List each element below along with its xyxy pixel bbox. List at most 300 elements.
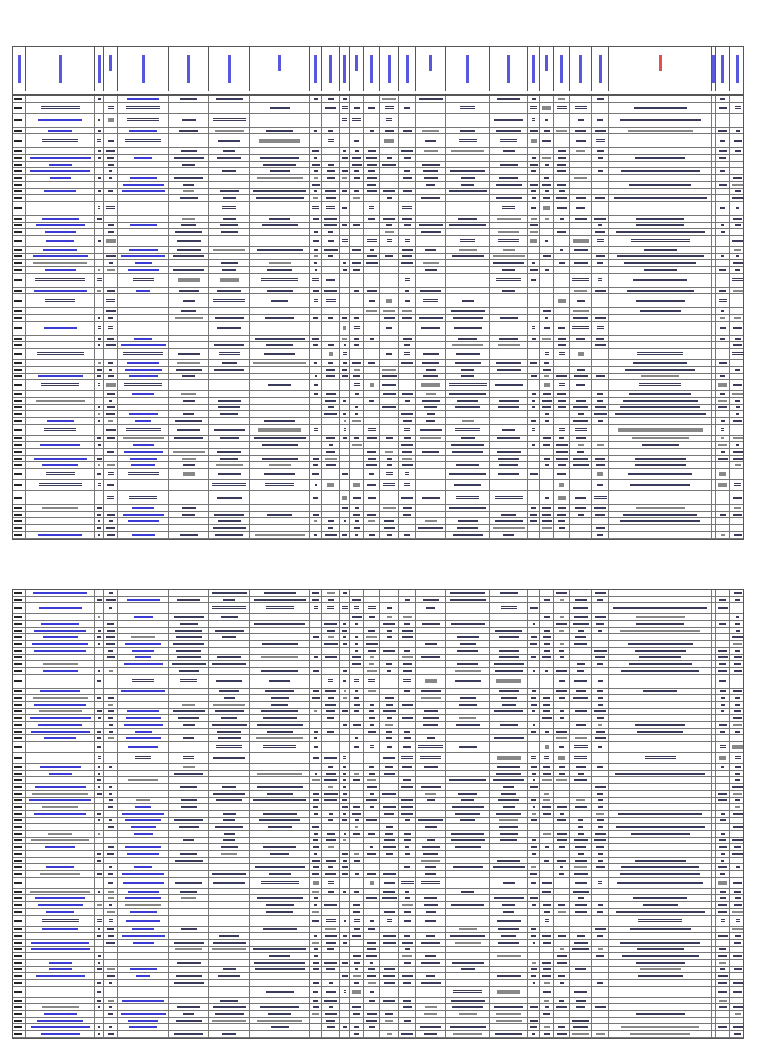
table-cell [168, 927, 209, 933]
table-cell [379, 229, 399, 235]
table-cell [539, 689, 554, 695]
table-cell [208, 771, 250, 777]
cell-text-mark [343, 813, 346, 815]
table-cell [608, 590, 712, 596]
table-row [13, 777, 743, 784]
table-cell [349, 590, 364, 596]
table-cell [591, 349, 609, 359]
cell-text-mark [181, 310, 196, 312]
cell-text-mark [253, 948, 306, 950]
cell-text-mark [498, 942, 519, 944]
cell-text-mark [558, 150, 566, 152]
cell-text-mark [352, 362, 361, 364]
table-cell [363, 689, 380, 695]
cell-text-mark [532, 338, 536, 340]
table-cell [13, 668, 25, 674]
cell-text-mark [422, 623, 440, 625]
cell-text-mark [269, 680, 290, 682]
table-cell [379, 96, 399, 102]
cell-text-mark [531, 207, 536, 209]
cell-text-mark [343, 766, 346, 768]
cell-text-mark [314, 384, 318, 386]
table-cell [117, 532, 169, 538]
row-id-mark [14, 255, 22, 257]
table-cell [415, 858, 446, 864]
table-cell [208, 871, 250, 877]
table-cell [553, 175, 570, 181]
table-cell [489, 661, 528, 667]
table-cell [208, 469, 250, 479]
cell-text-mark [503, 806, 515, 808]
cell-text-mark [404, 352, 410, 356]
table-cell [569, 380, 592, 390]
cell-text-mark [450, 170, 485, 172]
cell-text-mark [98, 670, 100, 672]
row-id-mark [14, 935, 22, 937]
cell-text-mark [353, 514, 360, 516]
table-cell [208, 411, 250, 417]
cell-text-mark [183, 413, 194, 415]
table-cell [168, 851, 209, 857]
cell-text-mark [213, 882, 245, 884]
cell-text-mark [735, 150, 741, 152]
cell-text-mark [181, 150, 197, 152]
table-cell [25, 889, 95, 895]
table-cell [379, 871, 399, 877]
table-cell [489, 871, 528, 877]
table-cell [489, 777, 528, 783]
cell-text-mark [575, 710, 587, 712]
table-cell [715, 641, 730, 647]
table-cell [168, 411, 209, 417]
cell-text-mark [542, 962, 551, 964]
row-id-mark [14, 473, 22, 475]
cell-text-mark [314, 520, 317, 522]
cell-text-mark [97, 919, 102, 923]
table-cell [715, 614, 730, 620]
table-cell [117, 844, 169, 850]
table-cell [608, 182, 712, 188]
cell-text-mark [31, 839, 89, 841]
table-cell [103, 449, 118, 455]
cell-text-mark [427, 839, 435, 841]
cell-text-mark [108, 362, 113, 364]
cell-text-mark [598, 799, 603, 801]
table-cell [729, 895, 746, 901]
table-cell [117, 689, 169, 695]
table-cell [553, 641, 570, 647]
cell-text-mark [214, 344, 244, 346]
cell-text-mark [642, 444, 679, 446]
cell-text-mark [131, 826, 156, 828]
cell-text-mark [559, 630, 564, 632]
table-cell [608, 134, 712, 147]
table-cell [103, 628, 118, 634]
cell-text-mark [461, 369, 474, 371]
table-cell [103, 336, 118, 342]
table-cell [729, 155, 746, 161]
table-cell [415, 175, 446, 181]
cell-text-mark [458, 338, 477, 340]
table-cell [553, 425, 570, 435]
table-cell [103, 735, 118, 741]
table-cell [445, 449, 490, 455]
cell-text-mark [368, 520, 375, 522]
table-cell [208, 512, 250, 518]
cell-text-mark [342, 710, 348, 712]
cell-text-mark [312, 697, 320, 699]
table-cell [117, 864, 169, 870]
table-cell [117, 182, 169, 188]
row-id-mark [14, 369, 22, 371]
cell-text-mark [326, 464, 336, 466]
cell-text-mark [313, 670, 319, 672]
table-cell [25, 148, 95, 154]
table-cell [13, 469, 25, 479]
table-cell [321, 878, 340, 888]
cell-text-mark [313, 218, 319, 220]
table-cell [249, 628, 310, 634]
table-cell [379, 294, 399, 307]
table-cell [349, 525, 364, 531]
table-cell [445, 223, 490, 229]
table-cell [321, 260, 340, 266]
table-cell [379, 960, 399, 966]
table-cell [729, 967, 746, 973]
table-cell [398, 844, 416, 850]
cell-text-mark [530, 786, 538, 788]
table-cell [715, 96, 730, 102]
table-cell [591, 764, 609, 770]
row-id-mark [14, 955, 22, 957]
table-cell [715, 308, 730, 314]
cell-text-mark [451, 310, 485, 312]
cell-text-mark [344, 420, 346, 422]
cell-text-mark [421, 231, 441, 233]
cell-text-mark [97, 935, 101, 937]
table-cell [489, 916, 528, 926]
table-cell [569, 864, 592, 870]
table-cell [25, 818, 95, 824]
table-cell [398, 722, 416, 728]
cell-text-mark [98, 773, 100, 775]
table-cell [715, 162, 730, 168]
row-id-mark [14, 623, 22, 625]
table-cell [208, 223, 250, 229]
cell-text-mark [314, 935, 317, 937]
row-id-mark [14, 697, 22, 699]
table-cell [539, 254, 554, 260]
cell-text-mark [597, 599, 603, 601]
table-cell [591, 202, 609, 215]
table-cell [103, 288, 118, 294]
table-cell [321, 223, 340, 229]
table-cell [608, 418, 712, 424]
table-cell [715, 689, 730, 695]
table-cell [117, 804, 169, 810]
table-cell [379, 462, 399, 468]
cell-text-mark [342, 369, 347, 371]
cell-text-mark [718, 483, 727, 487]
cell-text-mark [735, 269, 740, 271]
cell-text-mark [182, 218, 195, 220]
row-id-mark [14, 249, 22, 251]
table-cell [25, 940, 95, 946]
table-cell [539, 103, 554, 113]
table-cell [25, 851, 95, 857]
cell-text-mark [498, 231, 519, 233]
table-cell [379, 360, 399, 366]
table-cell [249, 148, 310, 154]
cell-text-mark [220, 190, 239, 192]
table-cell [729, 715, 746, 721]
cell-text-mark [598, 157, 603, 159]
table-cell [103, 182, 118, 188]
table-cell [591, 927, 609, 933]
cell-text-mark [545, 420, 549, 422]
cell-text-mark [368, 731, 376, 733]
cell-text-mark [455, 813, 480, 815]
table-cell [445, 274, 490, 287]
table-cell [249, 195, 310, 201]
cell-text-mark [421, 697, 441, 699]
table-cell [569, 391, 592, 397]
table-cell [168, 960, 209, 966]
table-cell [553, 628, 570, 634]
table-cell [117, 518, 169, 524]
cell-text-mark [719, 150, 727, 152]
table-cell [321, 902, 340, 908]
table-cell [489, 134, 528, 147]
cell-text-mark [639, 383, 681, 387]
row-id-mark [14, 429, 22, 431]
cell-text-mark [370, 745, 374, 749]
cell-text-mark [369, 663, 374, 665]
cell-text-mark [342, 317, 347, 319]
table-cell [715, 668, 730, 674]
table-cell [398, 709, 416, 715]
cell-text-mark [343, 935, 347, 937]
table-cell [25, 661, 95, 667]
table-cell [25, 844, 95, 850]
row-id-mark [14, 779, 22, 781]
cell-text-mark [368, 362, 375, 364]
table-cell [208, 953, 250, 959]
cell-text-mark [271, 300, 288, 302]
cell-text-mark [558, 400, 566, 402]
cell-text-mark [720, 317, 725, 319]
table-cell [103, 168, 118, 174]
cell-text-mark [312, 164, 320, 166]
row-id-mark [14, 968, 22, 970]
table-cell [103, 103, 118, 113]
table-cell [569, 909, 592, 915]
table-cell [553, 216, 570, 222]
table-cell [715, 456, 730, 462]
table-cell [539, 260, 554, 266]
table-cell [569, 418, 592, 424]
cell-text-mark [34, 813, 86, 815]
table-cell [608, 818, 712, 824]
table-cell [208, 791, 250, 797]
table-cell [729, 940, 746, 946]
table-cell [103, 294, 118, 307]
cell-text-mark [342, 799, 347, 801]
cell-text-mark [222, 206, 236, 210]
table-cell [489, 418, 528, 424]
cell-text-mark [366, 819, 377, 821]
table-cell [117, 360, 169, 366]
cell-text-mark [405, 400, 410, 402]
table-cell [445, 469, 490, 479]
table-cell [208, 798, 250, 804]
cell-text-mark [596, 375, 605, 377]
cell-text-mark [733, 813, 743, 815]
cell-text-mark [531, 697, 536, 699]
table-cell [25, 182, 95, 188]
cell-text-mark [312, 860, 320, 862]
table-cell [25, 216, 95, 222]
cell-text-mark [42, 928, 78, 930]
cell-text-mark [219, 352, 240, 356]
table-cell [553, 532, 570, 538]
table-cell [591, 753, 609, 763]
row-id-mark [14, 663, 22, 665]
cell-text-mark [131, 636, 155, 638]
table-cell [117, 831, 169, 837]
cell-text-mark [405, 897, 410, 899]
cell-text-mark [531, 704, 537, 706]
table-cell [569, 148, 592, 154]
cell-text-mark [598, 224, 602, 226]
table-cell [249, 878, 310, 888]
table-cell [25, 162, 95, 168]
table-cell [398, 798, 416, 804]
cell-text-mark [558, 299, 566, 303]
table-cell [363, 791, 380, 797]
table-cell [208, 449, 250, 455]
table-cell [553, 360, 570, 366]
table-cell [249, 391, 310, 397]
cell-text-mark [312, 779, 320, 781]
cell-text-mark [532, 904, 536, 906]
table-cell [539, 128, 554, 134]
table-cell [608, 114, 712, 127]
table-cell [715, 148, 730, 154]
table-cell [539, 967, 554, 973]
table-cell [25, 336, 95, 342]
cell-text-mark [109, 592, 113, 594]
table-cell [591, 134, 609, 147]
cell-text-mark [384, 968, 395, 970]
table-cell [715, 771, 730, 777]
table-cell [539, 155, 554, 161]
table-cell [445, 175, 490, 181]
table-cell [715, 838, 730, 844]
cell-text-mark [720, 873, 725, 875]
table-cell [168, 902, 209, 908]
table-cell [553, 491, 570, 504]
cell-text-mark [543, 942, 551, 944]
table-cell [445, 512, 490, 518]
table-cell [729, 260, 746, 266]
table-cell [117, 436, 169, 442]
cell-text-mark [595, 197, 605, 199]
table-cell [117, 134, 169, 147]
cell-text-mark [544, 130, 550, 132]
table-body [12, 589, 744, 1039]
cell-text-mark [533, 806, 535, 808]
cell-text-mark [258, 428, 301, 432]
cell-text-mark [532, 118, 535, 122]
cell-text-mark [383, 507, 396, 509]
table-cell [553, 668, 570, 674]
cell-text-mark [721, 860, 724, 862]
cell-text-mark [314, 955, 318, 957]
table-cell [168, 367, 209, 373]
table-cell [379, 308, 399, 314]
table-row [13, 456, 743, 463]
table-cell [363, 405, 380, 411]
cell-text-mark [503, 786, 514, 788]
table-cell [569, 247, 592, 253]
table-cell [569, 838, 592, 844]
table-cell [729, 590, 746, 596]
cell-text-mark [636, 623, 684, 625]
cell-text-mark [494, 737, 524, 739]
cell-text-mark [501, 793, 516, 795]
table-cell [445, 374, 490, 380]
cell-text-mark [597, 262, 603, 264]
table-cell [591, 391, 609, 397]
table-cell [349, 668, 364, 674]
table-cell [445, 933, 490, 939]
cell-text-mark [423, 170, 438, 172]
table-row [13, 308, 743, 315]
table-cell [569, 597, 592, 603]
table-cell [13, 532, 25, 538]
cell-text-mark [559, 352, 565, 356]
table-cell [569, 491, 592, 504]
table-cell [349, 216, 364, 222]
table-cell [379, 603, 399, 613]
table-cell [608, 889, 712, 895]
cell-text-mark [530, 239, 537, 243]
cell-text-mark [181, 799, 197, 801]
cell-text-mark [97, 779, 101, 781]
table-cell [103, 532, 118, 538]
cell-text-mark [108, 231, 114, 233]
cell-text-mark [180, 679, 197, 683]
table-cell [13, 128, 25, 134]
cell-text-mark [494, 119, 523, 121]
cell-text-mark [720, 819, 726, 821]
table-cell [729, 398, 746, 404]
row-id-mark [14, 911, 22, 913]
cell-text-mark [425, 679, 437, 683]
table-cell [349, 288, 364, 294]
table-cell [569, 831, 592, 837]
cell-text-mark [718, 406, 727, 408]
table-cell [415, 668, 446, 674]
cell-text-mark [263, 846, 296, 848]
cell-text-mark [213, 249, 245, 251]
table-cell [168, 425, 209, 435]
table-cell [608, 628, 712, 634]
table-cell [208, 753, 250, 763]
cell-text-mark [542, 106, 551, 110]
table-cell [249, 709, 310, 715]
